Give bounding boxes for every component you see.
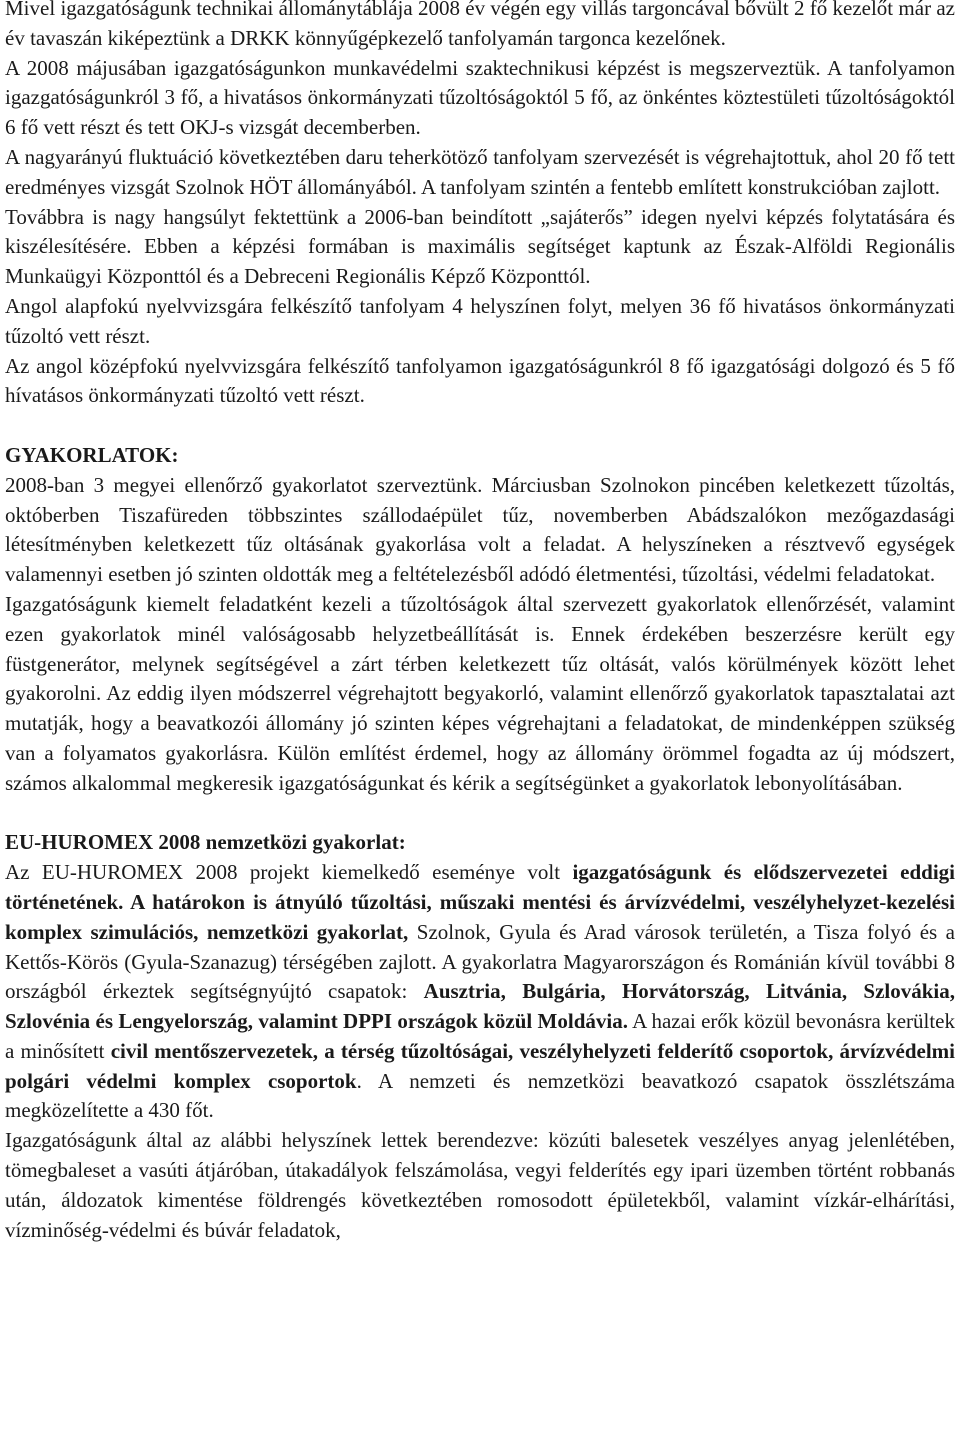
- text-run: Szolnok, Gyula és Arad városok területén, a Tisza folyó és a Kettős-Körös (Gyula-Szanazug) térségében zajlott. A gyakorlatra Magyarországon és Románián kívül további 8 országból érkeztek segítségnyújtó csapatok:: [5, 919, 955, 1004]
- bold-run: igazgatóságunk és elődszervezetei eddigi történetének. A határokon is átnyúló tűzoltási, műszaki mentési és árvízvédelmi, veszélyhelyzet-kezelési komplex szimulációs, nemzetközi gyakorlat,: [5, 860, 955, 944]
- paragraph-euhuromex-intro: [5, 858, 955, 1126]
- paragraph-targonca: Mivel igazgatóságunk technikai állománytáblája 2008 év végén egy villás targoncával bővült 2 fő kezelőt már az év tavaszán kiképeztünk a DRKK könnyűgépkezelő tanfolyamán targonca kezelőnek.: [5, 0, 955, 50]
- paragraph-daru: A nagyarányú fluktuáció következtében daru teherkötöző tanfolyam szervezését is végrehajtottuk, ahol 20 fő tett eredményes vizsgát Szolnok HÖT állományából. A tanfolyam szintén a fentebb említett konstrukcióban zajlott.: [5, 144, 955, 199]
- document-page: [5, 0, 955, 1245]
- paragraph-angol-kozepfoku: Az angol középfokú nyelvvizsgára felkészítő tanfolyamon igazgatóságunkról 8 fő igazgatósági dolgozó és 5 fő hívatásos önkormányzati tűzoltó vett részt.: [5, 353, 955, 408]
- section-heading-gyakorlatok: GYAKORLATOK:: [5, 442, 179, 467]
- bold-run: Ausztria, Bulgária, Horvátország, Litvánia, Szlovákia, Szlovénia és Lengyelország, valamint DPPI országok közül Moldávia.: [5, 979, 955, 1034]
- paragraph-munkavedelmi: A 2008 májusában igazgatóságunkon munkavédelmi szaktechnikusi képzést is megszerveztük. A tanfolyamon igazgatóságunkról 3 fő, a hivatásos önkormányzati tűzoltóságoktól 5 fő, az önkéntes köztestületi tűzoltóságoktól 6 fő vett részt és tett OKJ-s vizsgát decemberben.: [5, 55, 955, 140]
- paragraph-fustgenerator: Igazgatóságunk kiemelt feladatként kezeli a tűzoltóságok által szervezett gyakorlatok ellenőrzését, valamint ezen gyakorlatok minél valóságosabb helyzetbeállítását is. Ennek érdekében beszerzésre került egy füstgenerátor, melynek segítségével a zárt térben keletkezett tűz oltását, valós körülmények között lehet gyakorolni. Az eddig ilyen módszerrel végrehajtott begyakorló, valamint ellenőrző gyakorlatok tapasztalatai azt mutatják, hogy a beavatkozói állomány jó szinten képes végrehajtani a feladatokat, de mindenképpen szükség van a folyamatos gyakorlásra. Külön említést érdemel, hogy az állomány örömmel fogadta az új módszert, számos alkalommal megkeresik igazgatóságunkat és kérik a segítségünket a gyakorlatok lebonyolításában.: [5, 591, 955, 795]
- paragraph-angol-alapfoku: Angol alapfokú nyelvvizsgára felkészítő tanfolyam 4 helyszínen folyt, melyen 36 fő hivatásos önkormányzati tűzoltó vett részt.: [5, 293, 955, 348]
- bold-run: civil mentőszervezetek, a térség tűzoltóságai, veszélyhelyzeti felderítő csoportok, árvízvédelmi polgári védelmi komplex csoportok: [5, 1038, 955, 1093]
- paragraph-nyelvi-kepzes: Továbbra is nagy hangsúlyt fektettünk a 2006-ban beindított „sajáterős” idegen nyelvi képzés folytatására és kiszélesítésére. Ebben a képzési formában is maximális segítséget kaptunk az Észak-Alföldi Regionális Munkaügyi Központtól és a Debreceni Regionális Képző Központtól.: [5, 204, 955, 289]
- spacer: [5, 799, 955, 829]
- text-run: Az EU-HUROMEX 2008 projekt kiemelkedő eseménye volt: [5, 860, 573, 885]
- text-run: . A nemzeti és nemzetközi beavatkozó csapatok összlétszáma megközelítette a 430 főt.: [5, 1068, 955, 1123]
- paragraph-helyszinek: Igazgatóságunk által az alábbi helyszínek lettek berendezve: közúti balesetek veszélyes anyag jelenlétében, tömegbaleset a vasúti átjáróban, útakadályok felszámolása, vegyi felderítés egy ipari üzemben történt robbanás után, áldozatok kimentése földrengés következtében romosodott épületekből, valamint vízkár-elhárítási, vízminőség-védelmi és búvár feladatok,: [5, 1128, 955, 1242]
- spacer: [5, 411, 955, 441]
- text-run: A hazai erők közül bevonásra kerültek a minősített: [5, 1009, 955, 1063]
- paragraph-megyei-gyakorlatok: 2008-ban 3 megyei ellenőrző gyakorlatot szerveztünk. Márciusban Szolnokon pincében keletkezett tűzoltás, októberben Tiszafüreden többszintes szállodaépület tűz, novemberben Abádszalókon mezőgazdasági létesítményben keletkezett tűz oltásának gyakorlása volt a feladat. A helyszíneken a résztvevő egységek valamennyi esetben jó szinten oldották meg a feltételezésből adódó életmentési, tűzoltási, védelmi feladatokat.: [5, 472, 955, 587]
- section-heading-euhuromex: EU-HUROMEX 2008 nemzetközi gyakorlat:: [5, 830, 406, 855]
